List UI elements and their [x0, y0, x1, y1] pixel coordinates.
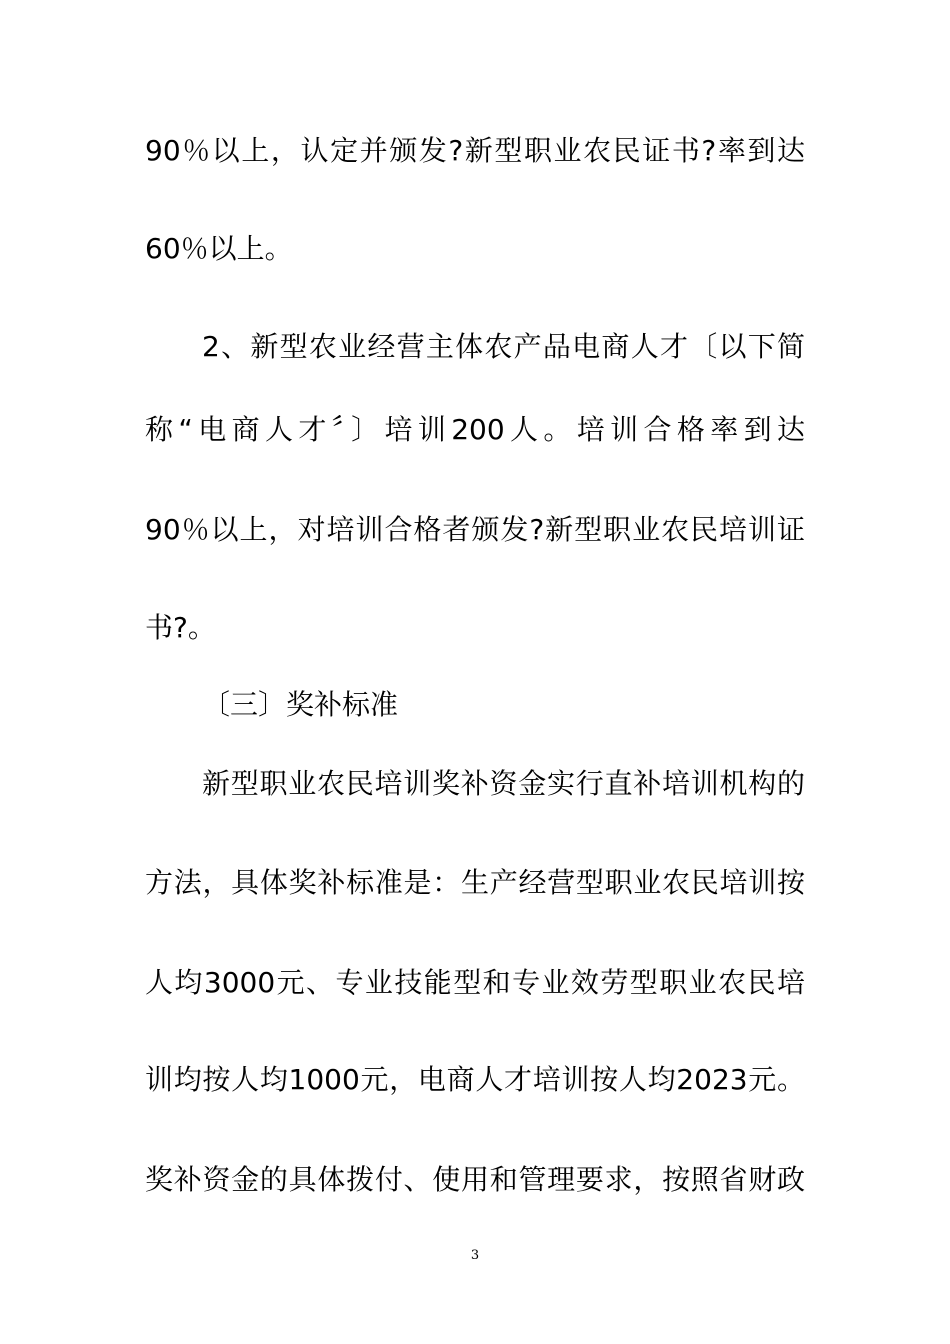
text-line-5: 90％以上，对培训合格者颁发?新型职业农民培训证: [145, 513, 805, 546]
text-line-2: 60％以上。: [145, 232, 293, 265]
text-line-10: 人均3000元、专业技能型和专业效劳型职业农民培: [145, 966, 805, 999]
text-line-1: 90％以上，认定并颁发?新型职业农民证书?率到达: [145, 134, 805, 167]
page-number: 3: [470, 1248, 480, 1263]
text-line-4: 称“电商人才〞〕培训200人。培训合格率到达: [145, 413, 805, 446]
section-heading: 〔三〕奖补标准: [202, 688, 399, 721]
text-line-8: 新型职业农民培训奖补资金实行直补培训机构的: [202, 767, 805, 800]
text-line-11: 训均按人均1000元，电商人才培训按人均2023元。: [145, 1063, 805, 1096]
text-line-12: 奖补资金的具体拨付、使用和管理要求，按照省财政: [145, 1163, 805, 1196]
text-line-9: 方法，具体奖补标准是：生产经营型职业农民培训按: [145, 866, 805, 899]
text-line-3: 2、新型农业经营主体农产品电商人才〔以下简: [202, 330, 805, 363]
text-line-6: 书?。: [145, 611, 216, 644]
